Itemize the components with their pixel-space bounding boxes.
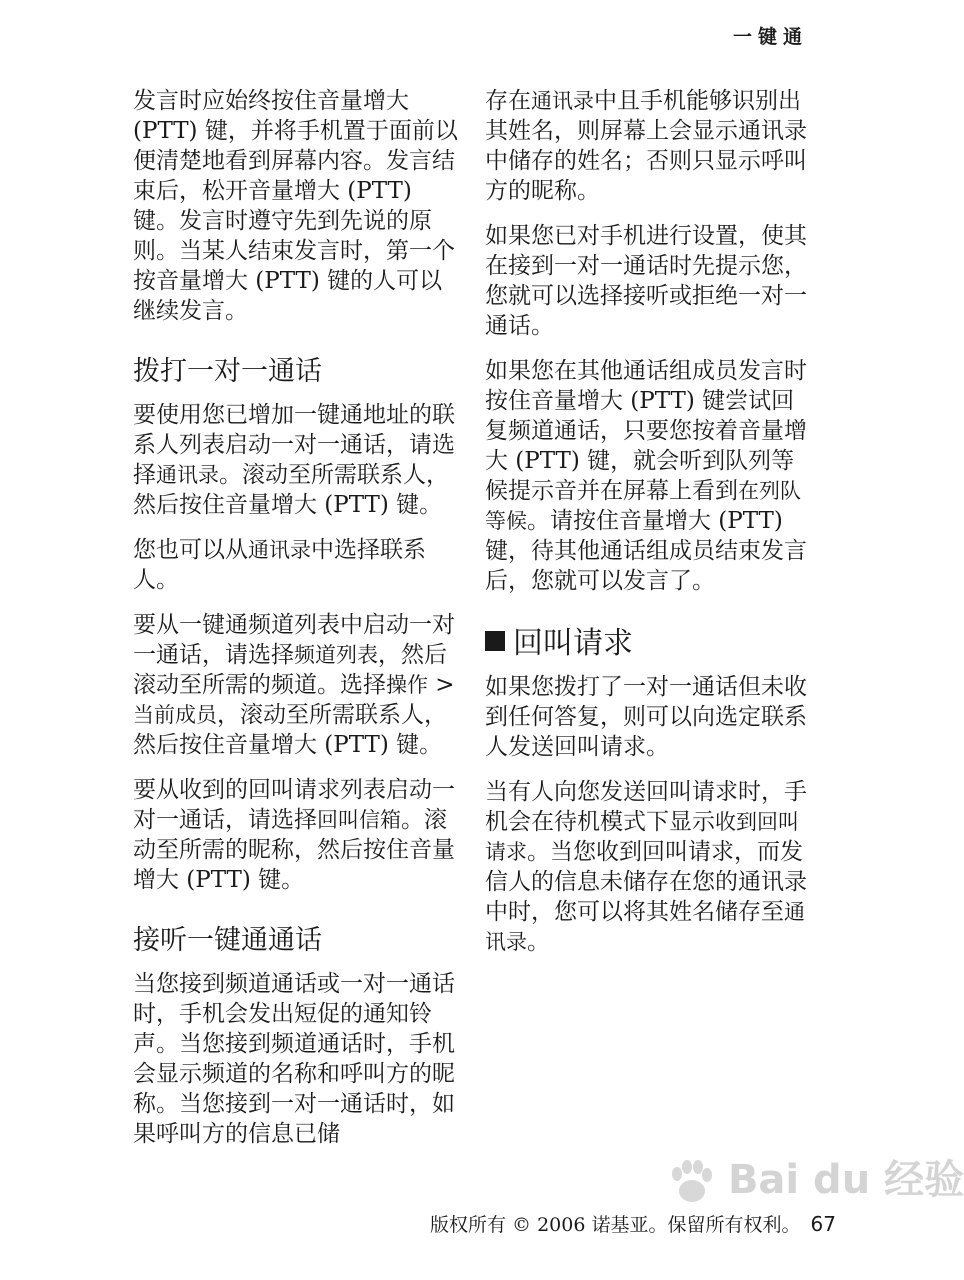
running-header: 一键通	[732, 26, 808, 48]
term-callback-inbox: 回叫信箱	[317, 808, 401, 832]
paragraph-callback-send: 如果您拨打了一对一通话但未收到任何答复，则可以向选定联系人发送回叫请求。	[485, 674, 807, 760]
term-callback-received: 收到回叫请求	[485, 810, 799, 864]
paragraph-intro: 发言时应始终按住音量增大 (PTT) 键，并将手机置于面前以便清楚地看到屏幕内容。发言结束后，松开音量增大 (PTT) 键。发言时遵守先到先说的原则。当某人结束发言时，第一个按音量增大 (PTT) 键的人可以继续发言。	[133, 88, 458, 324]
heading-answer-ptt-call: 接听一键通通话	[133, 925, 322, 956]
term-channel-list: 频道列表	[294, 643, 378, 667]
paragraph-caller-name: 存在通讯录中且手机能够识别出其姓名，则屏幕上会显示通讯录中储存的姓名；否则只显示呼叫方的昵称。	[485, 88, 807, 204]
term-contacts: 通讯录	[485, 900, 805, 954]
paragraph-answer: 当您接到频道通话或一对一通话时，手机会发出短促的通知铃声。当您接到频道通话时，手机会显示频道的名称和呼叫方的昵称。当您接到一对一通话时，如果呼叫方的信息已储	[133, 971, 455, 1147]
paragraph-dial-callback-inbox: 要从收到的回叫请求列表启动一对一通话，请选择回叫信箱。滚动至所需的昵称，然后按住音量增大 (PTT) 键。	[133, 777, 455, 893]
heading-dial-one-to-one: 拨打一对一通话	[133, 356, 322, 387]
term-in-queue: 在列队等候	[485, 479, 801, 533]
paragraph-dial-channel-list: 要从一键通频道列表中启动一对一通话，请选择频道列表，然后滚动至所需的频道。选择操作 > 当前成员，滚动至所需联系人，然后按住音量增大 (PTT) 键。	[133, 612, 455, 758]
paragraph-dial-contacts: 要使用您已增加一键通地址的联系人列表启动一对一通话，请选择通讯录。滚动至所需联系人，然后按住音量增大 (PTT) 键。	[133, 402, 455, 518]
paragraph-notify-settings: 如果您已对手机进行设置，使其在接到一对一通话时先提示您，您就可以选择接听或拒绝一对一通话。	[485, 223, 807, 339]
right-column	[485, 86, 815, 972]
term-contacts: 通讯录	[531, 89, 594, 113]
left-column	[133, 86, 463, 1164]
paragraph-dial-from-contacts: 您也可以从通讯录中选择联系人。	[133, 537, 426, 593]
page-number: 67	[810, 1212, 836, 1236]
paw-icon	[668, 1160, 714, 1204]
paragraph-callback-receive: 当有人向您发送回叫请求时，手机会在待机模式下显示收到回叫请求。当您收到回叫请求，而发信人的信息未储存在您的通讯录中时，您可以将其姓名储存至通讯录。	[485, 779, 807, 955]
copyright-text: 版权所有 © 2006 诺基亚。保留所有权利。	[430, 1214, 801, 1236]
heading-callback-request: 回叫请求	[485, 626, 815, 662]
paragraph-queue: 如果您在其他通话组成员发言时按住音量增大 (PTT) 键尝试回复频道通话，只要您按着音量增大 (PTT) 键，就会听到队列等候提示音并在屏幕上看到在列队等候。请按住音量增大 (PTT) 键，待其他通话组成员结束发言后，您就可以发言了。	[485, 358, 807, 594]
bullet-square-icon	[485, 631, 505, 651]
term-contacts: 通讯录	[156, 463, 219, 487]
term-contacts: 通讯录	[248, 538, 311, 562]
term-options: 操作	[386, 673, 428, 697]
term-current-members: 当前成员	[133, 703, 217, 727]
baidu-watermark: Bai du 经验	[668, 1148, 964, 1205]
page-footer	[430, 1210, 836, 1237]
